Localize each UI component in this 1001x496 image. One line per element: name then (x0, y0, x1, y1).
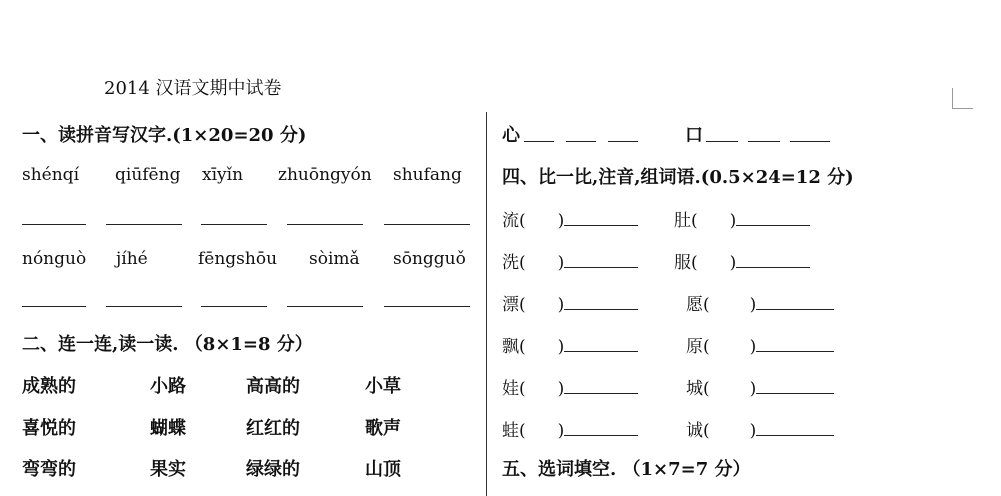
paren-close: ) (557, 295, 565, 315)
compare-char: 肚 (674, 211, 691, 231)
word-blank[interactable] (736, 267, 810, 268)
compare-item (502, 206, 638, 231)
paren-open: ( (519, 295, 526, 315)
paren-close: ) (557, 421, 565, 441)
compare-char: 飘 (502, 337, 519, 357)
paren-close: ) (557, 253, 565, 273)
section-2-title: 二、连一连,读一读. （8×1=8 分） (22, 334, 313, 355)
blank-line[interactable] (790, 141, 830, 142)
match-word[interactable]: 绿绿的 (246, 459, 300, 480)
pinyin-item: shénqí (22, 165, 80, 185)
compare-item (686, 374, 834, 399)
compare-item (502, 248, 638, 273)
answer-line[interactable] (384, 306, 470, 307)
paren-open: ( (703, 337, 710, 357)
paren-close: ) (557, 337, 565, 357)
paren-close: ) (749, 295, 757, 315)
pinyin-item: jíhé (116, 249, 148, 269)
match-word[interactable]: 小草 (365, 376, 401, 397)
pinyin-item: nónguò (22, 249, 87, 269)
paren-close: ) (749, 379, 757, 399)
compare-item (686, 416, 834, 441)
answer-line[interactable] (287, 224, 363, 225)
paren-open: ( (703, 379, 710, 399)
paren-close: ) (749, 421, 757, 441)
word-blank[interactable] (564, 225, 638, 226)
blank-line[interactable] (748, 141, 780, 142)
match-word[interactable]: 小路 (150, 376, 186, 397)
word-blank[interactable] (564, 435, 638, 436)
pinyin-item: xīyǐn (202, 165, 244, 185)
pinyin-item: zhuōngyón (278, 165, 372, 185)
blank-line[interactable] (608, 141, 638, 142)
paren-close: ) (749, 337, 757, 357)
word-blank[interactable] (736, 225, 810, 226)
compare-char: 流 (502, 211, 519, 231)
match-word[interactable]: 蝴蝶 (150, 418, 186, 439)
paren-open: ( (519, 379, 526, 399)
pinyin-item: sōngguǒ (393, 249, 466, 269)
blank-line[interactable] (566, 141, 596, 142)
paren-close: ) (557, 379, 565, 399)
compare-item (502, 332, 638, 357)
answer-line[interactable] (106, 306, 182, 307)
compare-item (502, 416, 638, 441)
paren-close: ) (557, 211, 565, 231)
page-corner-mark (952, 88, 973, 109)
paren-open: ( (519, 337, 526, 357)
section-1-title: 一、读拼音写汉字.(1×20=20 分) (22, 125, 307, 146)
compare-item (686, 290, 834, 315)
pinyin-item: sòimǎ (309, 249, 360, 269)
compare-item (502, 374, 638, 399)
compare-item (674, 206, 810, 231)
page-title: 2014 汉语文期中试卷 (104, 78, 282, 99)
compare-char: 洗 (502, 253, 519, 273)
answer-line[interactable] (106, 224, 182, 225)
pinyin-item: shufang (393, 165, 462, 185)
answer-line[interactable] (22, 306, 86, 307)
paren-open: ( (519, 211, 526, 231)
compare-item (502, 290, 638, 315)
answer-line[interactable] (22, 224, 86, 225)
compare-char: 诚 (686, 421, 703, 441)
word-blank[interactable] (564, 393, 638, 394)
char-kou: 口 (685, 125, 703, 146)
match-word[interactable]: 成熟的 (22, 376, 76, 397)
word-blank[interactable] (564, 309, 638, 310)
match-word[interactable]: 红红的 (246, 418, 300, 439)
pinyin-item: qiūfēng (115, 165, 181, 185)
paren-open: ( (703, 421, 710, 441)
match-word[interactable]: 歌声 (365, 418, 401, 439)
paren-close: ) (729, 211, 737, 231)
match-word[interactable]: 喜悦的 (22, 418, 76, 439)
match-word[interactable]: 果实 (150, 459, 186, 480)
compare-item (674, 248, 810, 273)
paren-open: ( (703, 295, 710, 315)
word-blank[interactable] (756, 309, 834, 310)
compare-char: 愿 (686, 295, 703, 315)
match-word[interactable]: 山顶 (365, 459, 401, 480)
paren-open: ( (519, 421, 526, 441)
compare-char: 娃 (502, 379, 519, 399)
compare-char: 原 (686, 337, 703, 357)
compare-char: 服 (674, 253, 691, 273)
paren-open: ( (691, 253, 698, 273)
match-word[interactable]: 高高的 (246, 376, 300, 397)
compare-char: 城 (686, 379, 703, 399)
word-blank[interactable] (756, 393, 834, 394)
compare-item (686, 332, 834, 357)
word-blank[interactable] (756, 351, 834, 352)
section-5-title: 五、选词填空. （1×7=7 分） (502, 459, 751, 480)
word-blank[interactable] (564, 267, 638, 268)
paren-close: ) (729, 253, 737, 273)
answer-line[interactable] (384, 224, 470, 225)
paren-open: ( (519, 253, 526, 273)
pinyin-item: fēngshōu (198, 249, 278, 269)
compare-char: 漂 (502, 295, 519, 315)
blank-line[interactable] (524, 141, 554, 142)
answer-line[interactable] (287, 306, 363, 307)
answer-line[interactable] (201, 306, 267, 307)
match-word[interactable]: 弯弯的 (22, 459, 76, 480)
blank-line[interactable] (706, 141, 738, 142)
word-blank[interactable] (756, 435, 834, 436)
column-divider (486, 112, 487, 496)
char-xin: 心 (502, 125, 520, 146)
section-4-title: 四、比一比,注音,组词语.(0.5×24=12 分) (502, 167, 854, 188)
compare-char: 蛙 (502, 421, 519, 441)
word-blank[interactable] (564, 351, 638, 352)
answer-line[interactable] (201, 224, 267, 225)
paren-open: ( (691, 211, 698, 231)
